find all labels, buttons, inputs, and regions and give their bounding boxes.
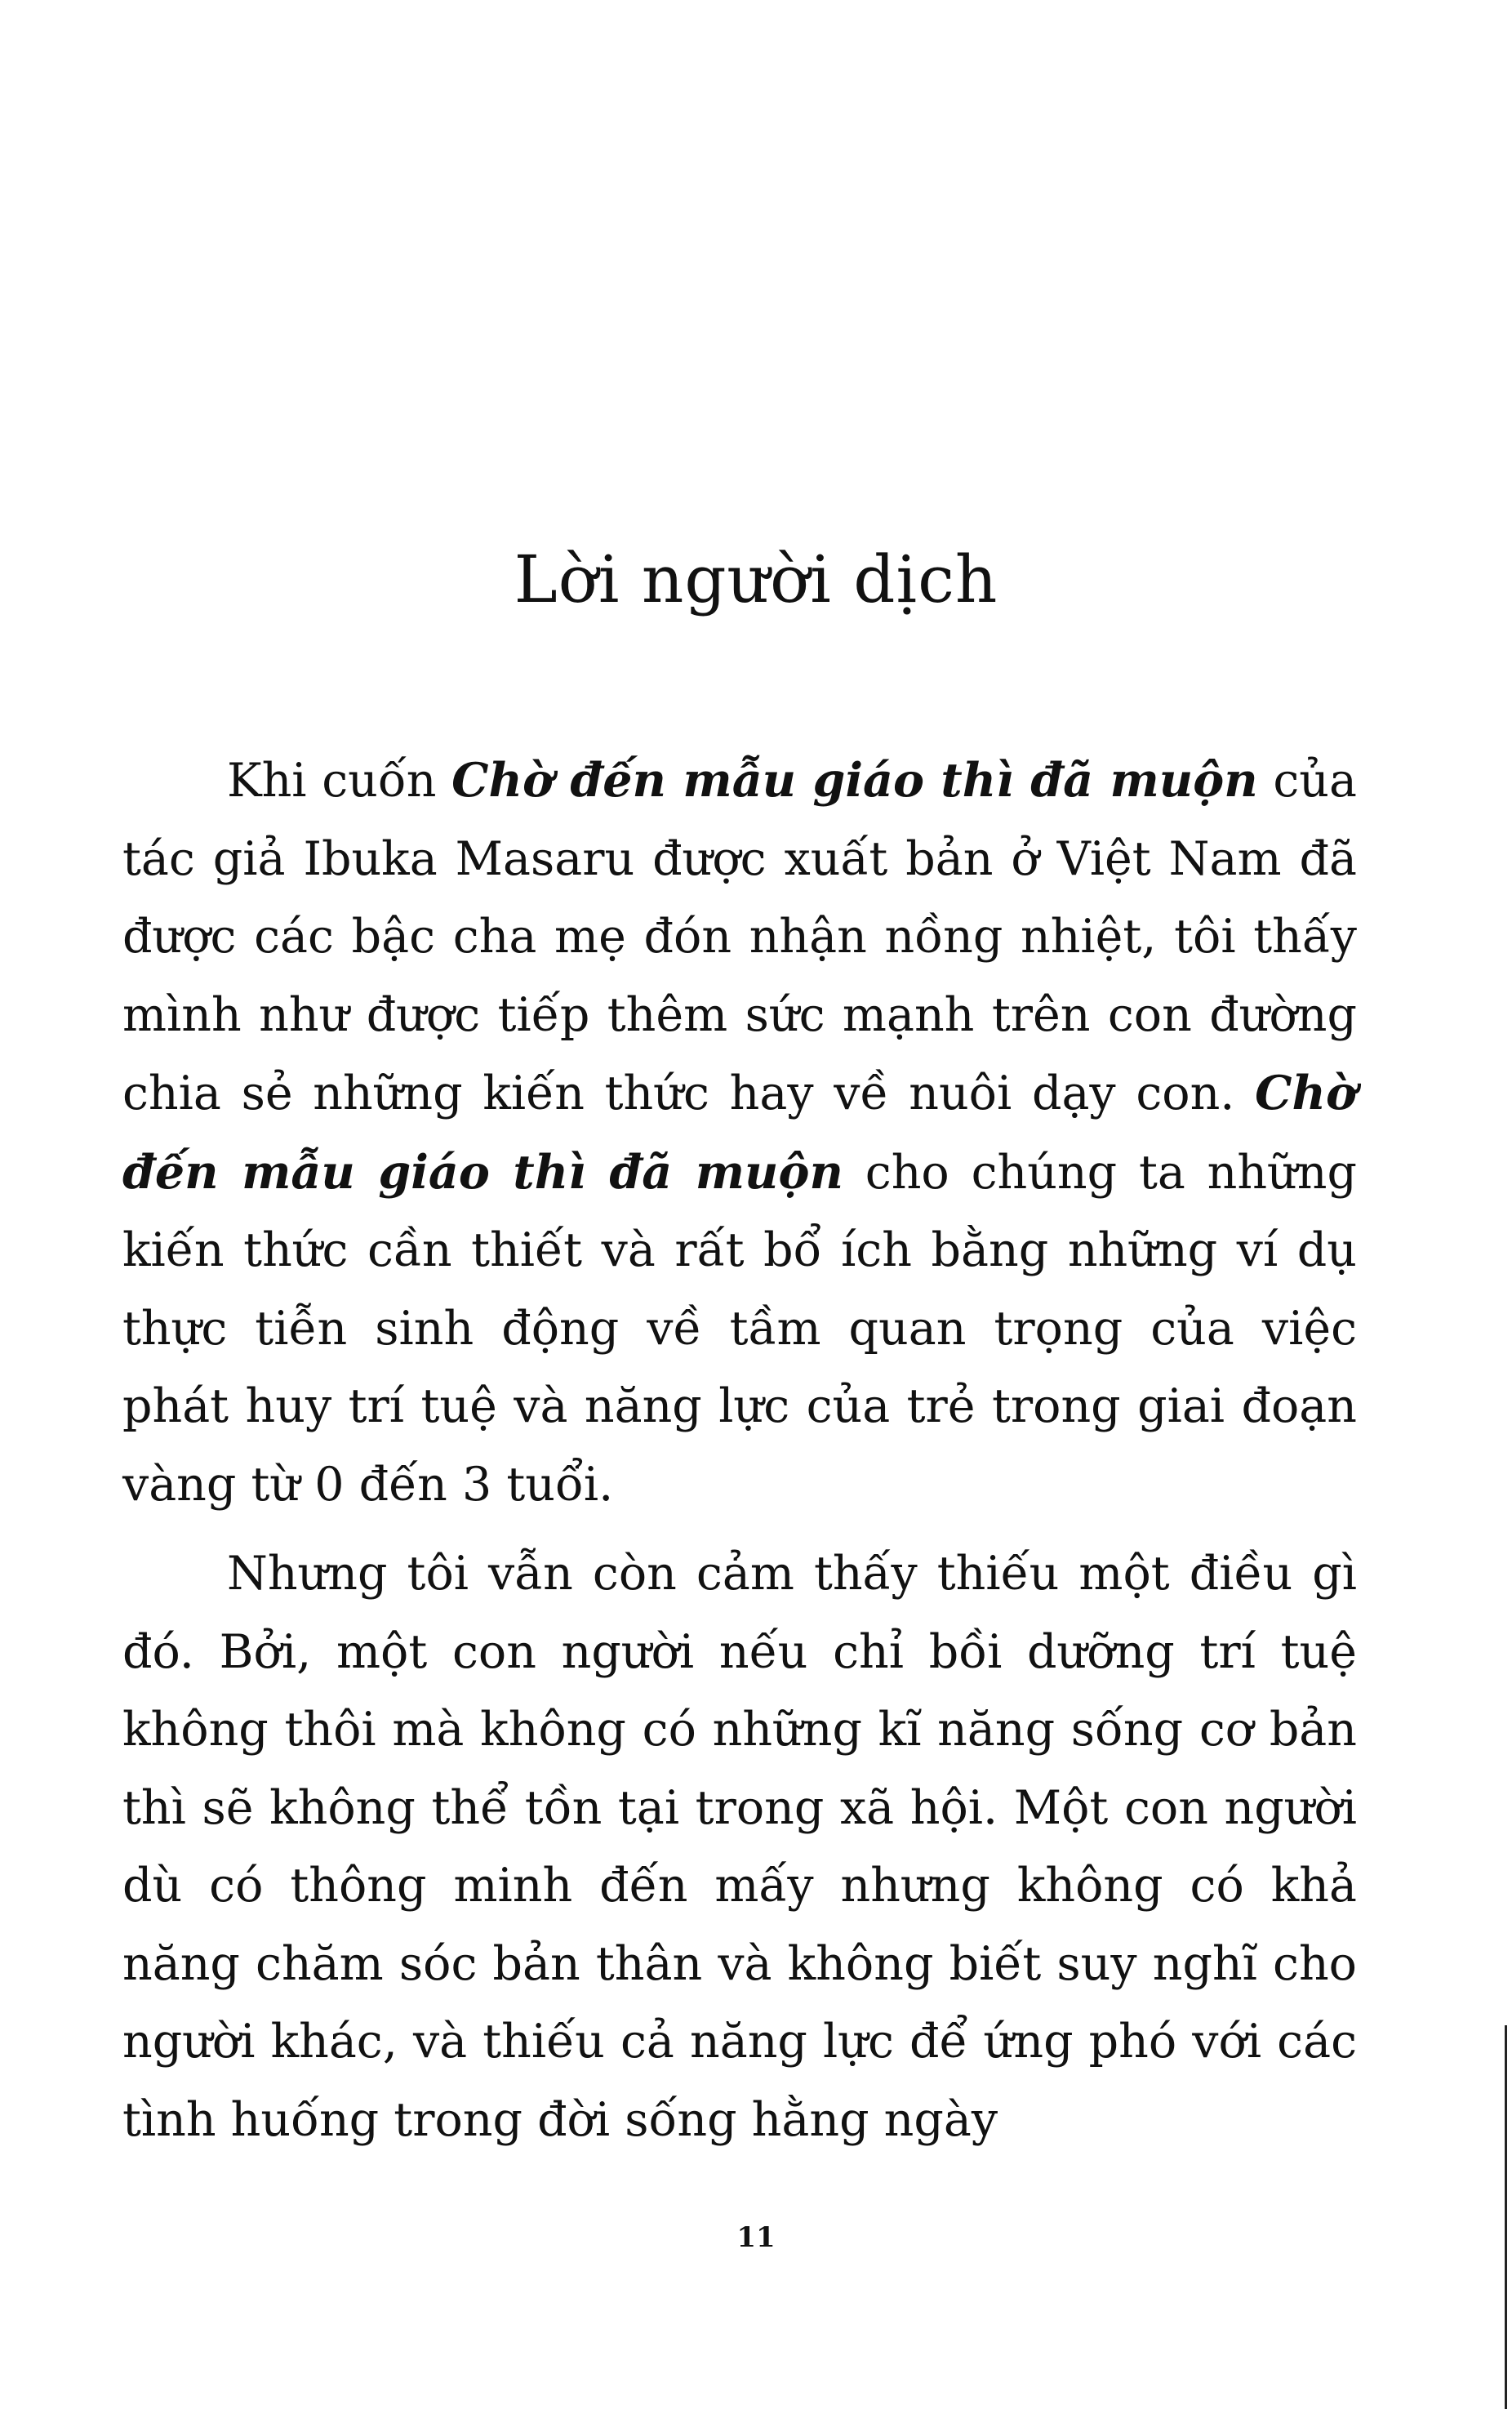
page-edge-line bbox=[1505, 2025, 1507, 2409]
body-text bbox=[122, 742, 1357, 2159]
chapter-title: Lời người dịch bbox=[514, 541, 998, 617]
book-title-italic: Chờ đến mẫu giáo thì đã muộn bbox=[122, 1066, 1357, 1200]
text-segment: Khi cuốn bbox=[227, 754, 452, 808]
page-number: 11 bbox=[736, 2221, 776, 2254]
book-title-italic: Chờ đến mẫu giáo thì đã muộn bbox=[451, 753, 1258, 808]
paragraph-1 bbox=[122, 742, 1357, 1524]
text-segment: Nhưng tôi vẫn còn cảm thấy thiếu một điều gì đó. Bởi, một con người nếu chỉ bồi dưỡng trí tuệ không thôi mà không có những kĩ năng sống cơ bản thì sẽ không thể tồn tại trong xã hội. Một con người dù có thông minh đến mấy nhưng không có khả năng chăm sóc bản thân và không biết suy nghĩ cho người khác, và thiếu cả năng lực để ứng phó với các tình huống trong đời sống hằng ngày bbox=[122, 1547, 1357, 2147]
text-segment: của tác giả Ibuka Masaru được xuất bản ở Việt Nam đã được các bậc cha mẹ đón nhận nồng nhiệt, tôi thấy mình như được tiếp thêm sức mạnh trên con đường chia sẻ những kiến thức hay về nuôi dạy con. bbox=[122, 754, 1358, 1120]
paragraph-2 bbox=[122, 1535, 1357, 2159]
text-segment: cho chúng ta những kiến thức cần thiết và rất bổ ích bằng những ví dụ thực tiễn sinh động về tầm quan trọng của việc phát huy trí tuệ và năng lực của trẻ trong giai đoạn vàng từ 0 đến 3 tuổi. bbox=[122, 1145, 1358, 1512]
